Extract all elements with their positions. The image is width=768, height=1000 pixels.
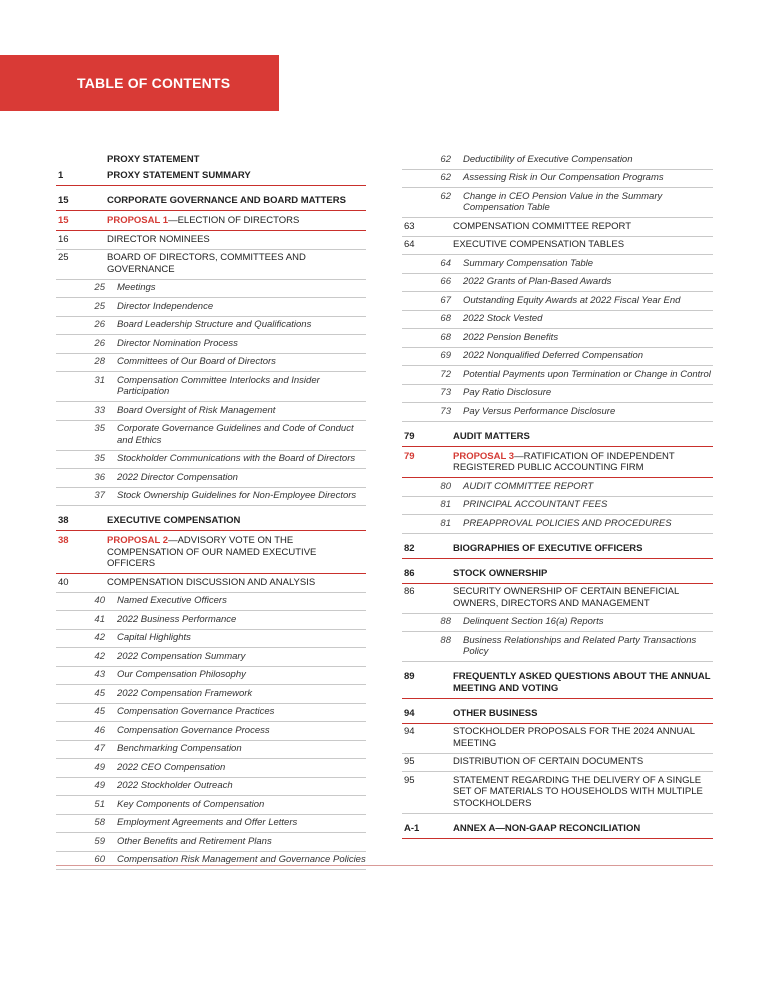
toc-page-number: 68 [440, 331, 451, 343]
toc-entry-text: SECURITY OWNERSHIP OF CERTAIN BENEFICIAL OWNERS, DIRECTORS AND MANAGEMENT [453, 586, 679, 609]
toc-entry-text: PRINCIPAL ACCOUNTANT FEES [463, 499, 608, 510]
toc-subentry[interactable] [402, 188, 713, 218]
toc-entry[interactable] [402, 218, 713, 237]
toc-subentry[interactable] [56, 298, 366, 317]
toc-page-number: 88 [440, 634, 451, 646]
toc-entry-text: Deductibility of Executive Compensation [463, 153, 633, 165]
toc-entry[interactable] [402, 754, 713, 773]
toc-subentry[interactable] [56, 722, 366, 741]
toc-page-number: 81 [440, 499, 451, 510]
toc-subentry[interactable] [56, 667, 366, 686]
toc-subentry[interactable] [56, 815, 366, 834]
toc-page-number: 66 [440, 276, 451, 287]
toc-subentry[interactable] [402, 170, 713, 189]
toc-entry-text: Pay Versus Performance Disclosure [463, 405, 616, 417]
toc-page-number: 36 [94, 471, 105, 483]
toc-page-number: 42 [94, 650, 105, 662]
toc-page-number: 67 [440, 294, 451, 306]
toc-entry-text: Compensation Committee Interlocks and Insider Participation [117, 374, 320, 397]
toc-page-number: 72 [440, 368, 451, 380]
toc-page-number: 33 [94, 404, 105, 416]
toc-page-number: 95 [404, 756, 415, 767]
toc-proposal-entry[interactable] [56, 211, 366, 231]
toc-page-number: 38 [58, 515, 69, 526]
toc-subentry[interactable] [56, 611, 366, 630]
toc-subentry[interactable] [402, 478, 713, 497]
toc-entry-text: Employment Agreements and Offer Letters [117, 817, 298, 828]
toc-subentry[interactable] [402, 632, 713, 662]
toc-page-number: 45 [94, 706, 105, 717]
toc-page-number: 94 [404, 707, 415, 719]
toc-entry[interactable] [402, 584, 713, 614]
toc-subentry[interactable] [56, 280, 366, 299]
toc-entry-text: STOCK OWNERSHIP [453, 567, 548, 579]
toc-page-number: 41 [94, 613, 105, 625]
toc-page-number: 42 [94, 632, 105, 643]
toc-page-number: 26 [94, 337, 105, 349]
toc-section-heading[interactable] [402, 427, 713, 447]
toc-entry-text: Delinquent Section 16(a) Reports [463, 616, 604, 627]
toc-entry-text: 2022 Grants of Plan-Based Awards [463, 276, 612, 287]
toc-entry-text: Summary Compensation Table [463, 257, 594, 269]
toc-entry-text: FREQUENTLY ASKED QUESTIONS ABOUT THE ANNUAL MEETING AND VOTING [453, 671, 711, 694]
toc-page-number: 79 [404, 430, 415, 442]
toc-entry-text [107, 535, 366, 570]
toc-section-heading[interactable] [402, 667, 713, 699]
toc-page-number: 95 [404, 774, 415, 786]
toc-subentry[interactable] [402, 151, 713, 170]
proposal-label: PROPOSAL 1 [107, 215, 169, 226]
toc-page-number: 38 [58, 535, 69, 546]
toc-page-number: 35 [94, 453, 105, 464]
toc-subentry[interactable] [56, 833, 366, 852]
toc-subentry[interactable] [56, 354, 366, 373]
toc-entry-text: DISTRIBUTION OF CERTAIN DOCUMENTS [453, 756, 644, 767]
toc-entry-text: STATEMENT REGARDING THE DELIVERY OF A SINGLE SET OF MATERIALS TO HOUSEHOLDS WITH MULTIPLE STOCKHOLDERS [453, 774, 703, 809]
toc-page-number: 63 [404, 220, 415, 232]
toc-entry-text: AUDIT COMMITTEE REPORT [463, 480, 594, 492]
toc-subentry[interactable] [402, 497, 713, 516]
toc-entry-text: Assessing Risk in Our Compensation Programs [463, 172, 664, 183]
toc-page-number: 47 [94, 743, 105, 754]
toc-page-number: 46 [94, 724, 105, 736]
toc-entry-text: AUDIT MATTERS [453, 430, 530, 442]
toc-entry-text: Compensation Risk Management and Governance Policies [117, 854, 366, 865]
toc-subentry[interactable] [402, 274, 713, 293]
toc-left-column [56, 151, 366, 870]
toc-entry[interactable] [56, 250, 366, 280]
toc-page-number: 25 [94, 300, 105, 312]
toc-page-number: 94 [404, 726, 415, 737]
toc-page-number: 68 [440, 313, 451, 324]
toc-subentry[interactable] [56, 488, 366, 507]
toc-subentry[interactable] [56, 335, 366, 354]
toc-subentry[interactable] [56, 741, 366, 760]
toc-page-number: 62 [440, 153, 451, 165]
toc-entry-text: Director Nomination Process [117, 337, 238, 349]
toc-right-column [402, 151, 713, 839]
toc-page-number: 58 [94, 817, 105, 828]
toc-entry-text: 2022 Nonqualified Deferred Compensation [463, 350, 644, 361]
toc-entry-text: Board Leadership Structure and Qualifications [117, 319, 312, 330]
bottom-rule [56, 865, 713, 866]
toc-subentry[interactable] [56, 451, 366, 470]
toc-subentry[interactable] [402, 385, 713, 404]
toc-page-number: 1 [58, 170, 64, 181]
toc-entry-text: Outstanding Equity Awards at 2022 Fiscal Year End [463, 294, 681, 306]
toc-entry-text: Business Relationships and Related Party Transactions Policy [463, 634, 697, 657]
toc-page-number: 79 [404, 450, 415, 462]
toc-entry-text: Named Executive Officers [117, 595, 227, 606]
toc-entry-text: PROXY STATEMENT SUMMARY [107, 170, 251, 181]
toc-subentry[interactable] [402, 329, 713, 348]
toc-entry-text: 2022 CEO Compensation [117, 761, 226, 773]
proposal-title: —ELECTION OF DIRECTORS [168, 215, 300, 226]
toc-entry-text: Benchmarking Compensation [117, 743, 242, 754]
toc-entry-text: Compensation Governance Process [117, 724, 270, 736]
toc-entry-text: Compensation Governance Practices [117, 706, 275, 717]
toc-subentry[interactable] [56, 796, 366, 815]
toc-entry-text: COMPENSATION COMMITTEE REPORT [453, 220, 632, 232]
toc-entry-text: EXECUTIVE COMPENSATION TABLES [453, 239, 625, 250]
toc-entry-text: STOCKHOLDER PROPOSALS FOR THE 2024 ANNUAL MEETING [453, 726, 695, 749]
toc-proposal-entry[interactable] [402, 447, 713, 479]
toc-entry-text: Key Components of Compensation [117, 798, 265, 810]
toc-subentry[interactable] [402, 614, 713, 633]
toc-entry-text: Capital Highlights [117, 632, 191, 643]
toc-entry-text: Corporate Governance Guidelines and Code of Conduct and Ethics [117, 423, 354, 446]
toc-subentry[interactable] [402, 403, 713, 422]
toc-page-number: 82 [404, 542, 415, 554]
toc-subentry[interactable] [402, 311, 713, 330]
toc-page-number: 89 [404, 671, 415, 682]
toc-section-heading[interactable] [56, 166, 366, 186]
toc-subentry[interactable] [402, 348, 713, 367]
toc-entry-text: PREAPPROVAL POLICIES AND PROCEDURES [463, 517, 672, 529]
toc-page-number: 40 [94, 595, 105, 606]
toc-page-number: 25 [58, 252, 69, 263]
toc-entry[interactable] [56, 574, 366, 593]
toc-section-heading[interactable] [402, 704, 713, 724]
toc-page-number: 73 [440, 387, 451, 398]
toc-page-number: 62 [440, 172, 451, 183]
toc-entry-text: EXECUTIVE COMPENSATION [107, 515, 241, 526]
toc-entry-text: 2022 Stock Vested [463, 313, 543, 324]
toc-entry-text: Other Benefits and Retirement Plans [117, 835, 272, 847]
toc-entry[interactable] [402, 237, 713, 256]
toc-section-heading[interactable] [56, 511, 366, 531]
toc-subentry[interactable] [56, 402, 366, 421]
toc-subentry[interactable] [402, 366, 713, 385]
toc-entry-text [453, 451, 713, 474]
toc-section-heading[interactable] [402, 819, 713, 839]
toc-page-number: 86 [404, 567, 415, 579]
toc-header [56, 151, 366, 166]
proposal-title: —RATIFICATION OF INDEPENDENT REGISTERED PUBLIC ACCOUNTING FIRM [453, 450, 675, 473]
toc-page-number: 26 [94, 319, 105, 330]
toc-banner [0, 55, 279, 111]
toc-page-number: 40 [58, 576, 69, 588]
toc-entry-text: 2022 Director Compensation [117, 471, 238, 483]
toc-title: TABLE OF CONTENTS [77, 75, 231, 91]
toc-subentry[interactable] [56, 648, 366, 667]
toc-entry-text: 2022 Pension Benefits [463, 331, 559, 343]
toc-page-number: 31 [94, 374, 105, 386]
toc-entry-text: COMPENSATION DISCUSSION AND ANALYSIS [107, 576, 316, 588]
toc-entry-text: 2022 Compensation Framework [117, 687, 253, 699]
toc-page-number: 45 [94, 687, 105, 699]
toc-entry-text [107, 215, 366, 227]
toc-subentry[interactable] [56, 630, 366, 649]
toc-page-number: 15 [58, 195, 69, 206]
toc-entry[interactable] [402, 724, 713, 754]
toc-entry-text: 2022 Compensation Summary [117, 650, 246, 662]
toc-entry-text: DIRECTOR NOMINEES [107, 233, 210, 245]
toc-page-number: 37 [94, 490, 105, 501]
toc-subentry[interactable] [56, 778, 366, 797]
toc-page-number: 51 [94, 798, 105, 810]
toc-page-number: 16 [58, 233, 69, 245]
toc-page-number: 15 [58, 215, 69, 226]
proposal-title: —ADVISORY VOTE ON THE COMPENSATION OF OUR NAMED EXECUTIVE OFFICERS [107, 535, 317, 569]
toc-page-number: 62 [440, 190, 451, 202]
toc-section-heading[interactable] [402, 539, 713, 559]
toc-entry-text: CORPORATE GOVERNANCE AND BOARD MATTERS [107, 195, 346, 206]
toc-entry-text: 2022 Stockholder Outreach [117, 780, 233, 791]
toc-entry[interactable] [402, 772, 713, 814]
toc-entry-text: Pay Ratio Disclosure [463, 387, 552, 398]
toc-subentry[interactable] [56, 317, 366, 336]
toc-page-number: 88 [440, 616, 451, 627]
toc-subentry[interactable] [56, 759, 366, 778]
toc-page-number: 59 [94, 835, 105, 847]
toc-page-number: 86 [404, 586, 415, 597]
proposal-label: PROPOSAL 2 [107, 535, 169, 546]
toc-entry-text: Director Independence [117, 300, 214, 312]
toc-subentry[interactable] [56, 469, 366, 488]
toc-page-number: 80 [440, 480, 451, 492]
toc-page-number: 35 [94, 423, 105, 434]
toc-entry-text: BIOGRAPHIES OF EXECUTIVE OFFICERS [453, 542, 643, 554]
toc-page-number: 43 [94, 669, 105, 680]
toc-entry-text: Change in CEO Pension Value in the Summary Compensation Table [463, 190, 663, 213]
toc-page-number: 49 [94, 761, 105, 773]
toc-page-number: 25 [94, 282, 105, 293]
toc-entry[interactable] [56, 231, 366, 250]
proposal-label: PROPOSAL 3 [453, 450, 515, 462]
toc-entry-text: Potential Payments upon Termination or Change in Control [463, 368, 711, 380]
toc-page-number: 69 [440, 350, 451, 361]
toc-page-number: 64 [404, 239, 415, 250]
toc-page-number: 60 [94, 854, 105, 865]
toc-entry-text: ANNEX A—NON-GAAP RECONCILIATION [453, 822, 641, 834]
toc-entry-text: BOARD OF DIRECTORS, COMMITTEES AND GOVERNANCE [107, 252, 306, 275]
toc-page-number: 49 [94, 780, 105, 791]
toc-subentry[interactable] [56, 593, 366, 612]
toc-subentry[interactable] [56, 372, 366, 402]
toc-entry-text: OTHER BUSINESS [453, 707, 538, 719]
toc-subentry[interactable] [402, 292, 713, 311]
toc-subentry[interactable] [56, 852, 366, 871]
toc-section-heading[interactable] [56, 191, 366, 211]
toc-page-number: 81 [440, 517, 451, 529]
toc-entry-text: PROXY STATEMENT [107, 153, 200, 165]
toc-entry-text: Stock Ownership Guidelines for Non-Employee Directors [117, 490, 357, 501]
toc-entry-text: Stockholder Communications with the Board of Directors [117, 453, 356, 464]
toc-page-number: A-1 [404, 822, 420, 834]
toc-proposal-entry[interactable] [56, 531, 366, 574]
toc-page-number: 28 [94, 356, 105, 367]
toc-entry-text: Committees of Our Board of Directors [117, 356, 276, 367]
toc-entry-text: Our Compensation Philosophy [117, 669, 246, 680]
toc-subentry[interactable] [402, 255, 713, 274]
toc-subentry[interactable] [56, 421, 366, 451]
toc-entry-text: Meetings [117, 282, 156, 293]
toc-entry-text: 2022 Business Performance [117, 613, 237, 625]
toc-page-number: 73 [440, 405, 451, 417]
toc-page-number: 64 [440, 257, 451, 269]
toc-subentry[interactable] [56, 685, 366, 704]
toc-section-heading[interactable] [402, 564, 713, 584]
toc-subentry[interactable] [402, 515, 713, 534]
toc-subentry[interactable] [56, 704, 366, 723]
toc-entry-text: Board Oversight of Risk Management [117, 404, 276, 416]
